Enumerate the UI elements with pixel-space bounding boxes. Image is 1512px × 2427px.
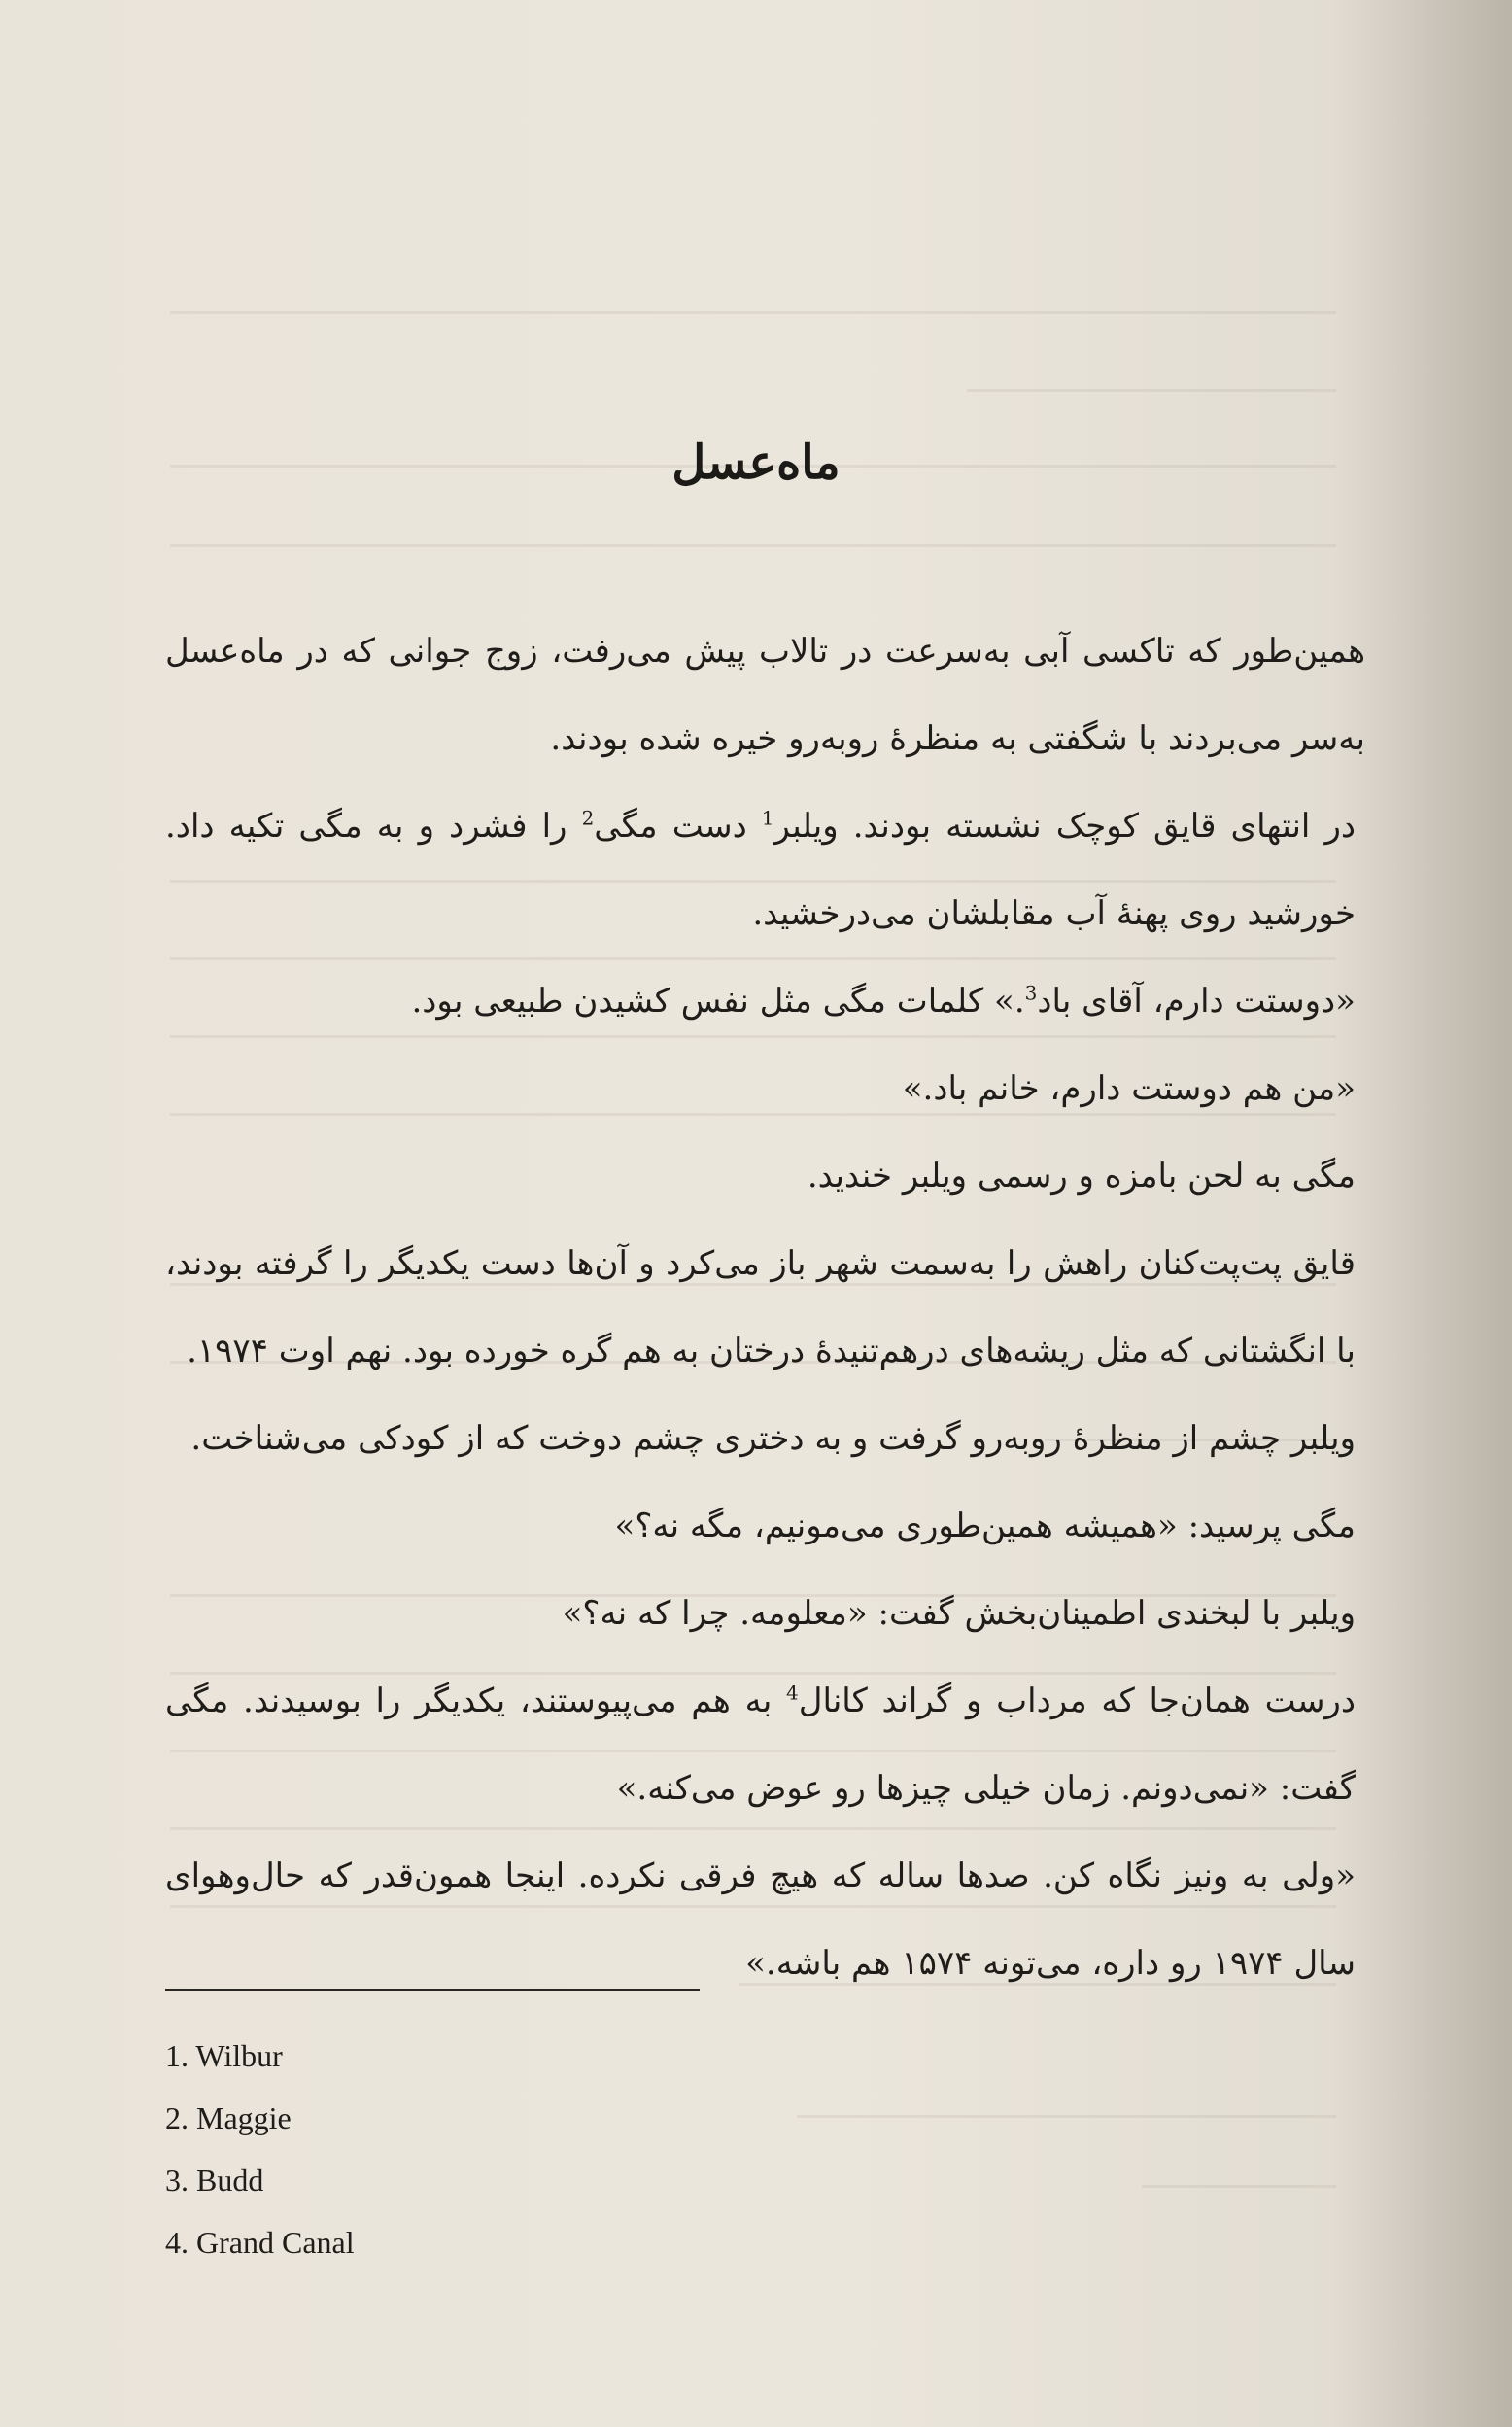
chapter-body xyxy=(165,607,1365,2007)
bleed-through-line xyxy=(170,311,1336,314)
paragraph: ویلبر با لبخندی اطمینان‌بخش گفت: «معلومه. چرا که نه؟» xyxy=(562,1594,1356,1633)
footnote-marker: 2 xyxy=(581,806,595,830)
bleed-through-line xyxy=(797,2115,1336,2118)
paragraph: «ولی به ونیز نگاه کن. صدها ساله که هیچ فرقی نکرده. اینجا همون‌قدر که حال‌وهوای سال ۱۹۷۴ رو داره، می‌تونه ۱۵۷۴ هم باشه.» xyxy=(165,1856,1356,1983)
footnote: 3. Budd xyxy=(165,2163,264,2198)
footnote-marker: 4 xyxy=(786,1681,799,1705)
paragraph: درست همان‌جا که مرداب و گراند کانال$^4$ به هم می‌پیوستند، یکدیگر را بوسیدند. مگی گفت: «نمی‌دونم. زمان خیلی چیزها رو عوض می‌کنه.» xyxy=(165,1681,1356,1808)
paragraph: در انتهای قایق کوچک نشسته بودند. ویلبر$^1$ دست مگی$^2$ را فشرد و به مگی تکیه داد. خورشید روی پهنهٔ آب مقابلشان می‌درخشید. xyxy=(165,806,1357,933)
bleed-through-line xyxy=(967,389,1336,392)
chapter-title: ماه‌عسل xyxy=(671,435,841,490)
footnote: 1. Wilbur xyxy=(165,2038,283,2073)
paragraph: مگی پرسید: «همیشه همین‌طوری می‌مونیم، مگه نه؟» xyxy=(614,1507,1356,1545)
footnote-separator xyxy=(165,1989,700,1991)
paragraph: مگی به لحن بامزه و رسمی ویلبر خندید. xyxy=(807,1157,1356,1196)
paragraph: «دوستت دارم، آقای باد$^3$.» کلمات مگی مثل نفس کشیدن طبیعی بود. xyxy=(411,981,1356,1021)
footnotes xyxy=(165,2025,748,2273)
paragraph: قایق پت‌پت‌کنان راهش را به‌سمت شهر باز می‌کرد و آن‌ها دست یکدیگر را گرفته بودند، با انگشتانی که مثل ریشه‌های درهم‌تنیدهٔ درختان به هم گره خورده بود. نهم اوت ۱۹۷۴. xyxy=(165,1244,1356,1370)
bleed-through-line xyxy=(1142,2185,1336,2188)
footnote: 4. Grand Canal xyxy=(165,2225,355,2260)
paragraph: «من هم دوستت دارم، خانم باد.» xyxy=(902,1069,1356,1108)
paragraph: ویلبر چشم از منظرهٔ روبه‌رو گرفت و به دختری چشم دوخت که از کودکی می‌شناخت. xyxy=(190,1419,1356,1458)
paragraph: همین‌طور که تاکسی آبی به‌سرعت در تالاب پیش می‌رفت، زوج جوانی که در ماه‌عسل به‌سر می‌بردند با شگفتی به منظرهٔ روبه‌رو خیره شده بودند. xyxy=(165,632,1365,758)
footnote-marker: 3 xyxy=(1024,981,1038,1005)
bleed-through-line xyxy=(170,544,1336,547)
footnote: 2. Maggie xyxy=(165,2100,292,2135)
footnote-marker: 1 xyxy=(761,806,774,830)
